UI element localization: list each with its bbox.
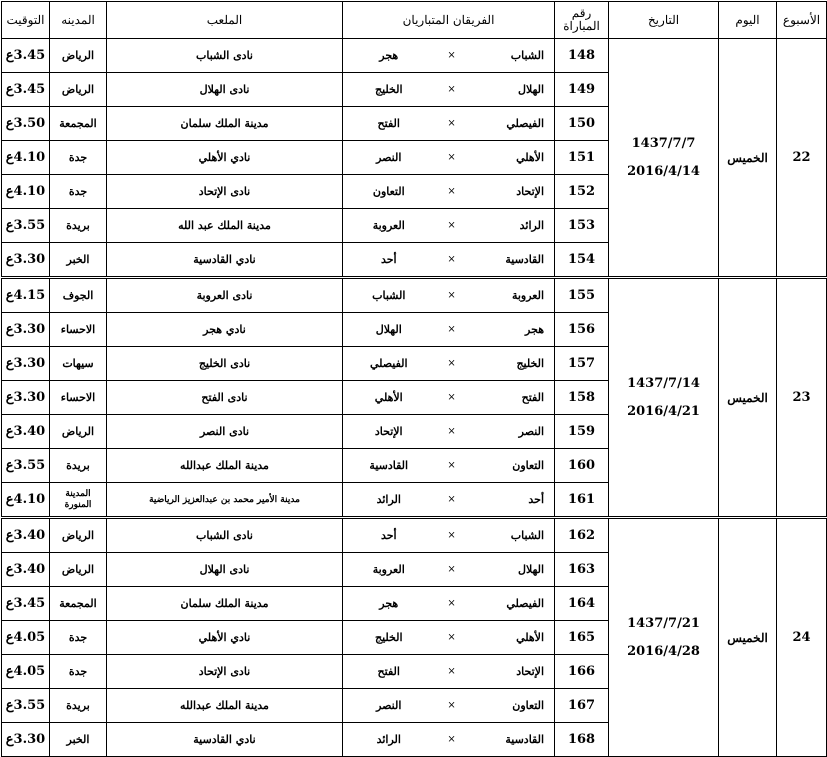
vs-symbol: × (435, 141, 469, 175)
match-number: 152 (555, 175, 609, 209)
match-number: 150 (555, 107, 609, 141)
kickoff-time: 3.45ع (2, 39, 50, 73)
date-hijri: 1437/7/14 (627, 375, 700, 391)
stadium-name: نادى النصر (107, 415, 343, 449)
city-name: بريدة (50, 209, 107, 243)
stadium-name: نادى الإتحاد (107, 655, 343, 689)
stadium-name: نادى الهلال (107, 73, 343, 107)
home-team: التعاون (469, 449, 555, 483)
city-name: الجوف (50, 278, 107, 313)
kickoff-time: 4.05ع (2, 621, 50, 655)
kickoff-time: 3.45ع (2, 73, 50, 107)
away-team: الهلال (343, 313, 435, 347)
match-number: 158 (555, 381, 609, 415)
date-gregorian: 2016/4/14 (627, 163, 700, 179)
match-number: 155 (555, 278, 609, 313)
kickoff-time: 3.55ع (2, 209, 50, 243)
match-day: الخميس (719, 39, 777, 278)
vs-symbol: × (435, 209, 469, 243)
kickoff-time: 3.30ع (2, 243, 50, 278)
match-number: 154 (555, 243, 609, 278)
header-time: التوقيت (2, 2, 50, 39)
home-team: الخليج (469, 347, 555, 381)
home-team: الشباب (469, 518, 555, 553)
fixtures-table (1, 1, 827, 757)
kickoff-time: 4.05ع (2, 655, 50, 689)
home-team: القادسية (469, 243, 555, 278)
home-team: النصر (469, 415, 555, 449)
kickoff-time: 4.15ع (2, 278, 50, 313)
header-teams: الفريقان المتباريان (343, 2, 555, 39)
match-number: 153 (555, 209, 609, 243)
vs-symbol: × (435, 449, 469, 483)
stadium-name: نادى الإتحاد (107, 175, 343, 209)
home-team: الفيصلي (469, 587, 555, 621)
away-team: الفيصلي (343, 347, 435, 381)
kickoff-time: 4.10ع (2, 175, 50, 209)
city-name: الاحساء (50, 381, 107, 415)
home-team: الأهلي (469, 141, 555, 175)
stadium-name: مدينة الملك عبدالله (107, 689, 343, 723)
away-team: القادسية (343, 449, 435, 483)
vs-symbol: × (435, 107, 469, 141)
match-number: 149 (555, 73, 609, 107)
city-name: المجمعة (50, 107, 107, 141)
city-name: المدينة المنورة (50, 483, 107, 518)
date-hijri: 1437/7/7 (631, 135, 696, 151)
vs-symbol: × (435, 483, 469, 518)
stadium-name: مدينة الأمير محمد بن عبدالعزيز الرياضية (107, 483, 343, 518)
vs-symbol: × (435, 313, 469, 347)
match-number: 167 (555, 689, 609, 723)
vs-symbol: × (435, 723, 469, 757)
date-gregorian: 2016/4/28 (627, 643, 700, 659)
kickoff-time: 4.10ع (2, 483, 50, 518)
stadium-name: مدينة الملك عبدالله (107, 449, 343, 483)
vs-symbol: × (435, 553, 469, 587)
city-name: الاحساء (50, 313, 107, 347)
vs-symbol: × (435, 39, 469, 73)
stadium-name: نادى العروبة (107, 278, 343, 313)
home-team: الإتحاد (469, 655, 555, 689)
kickoff-time: 3.40ع (2, 553, 50, 587)
stadium-name: نادي القادسية (107, 723, 343, 757)
match-number: 161 (555, 483, 609, 518)
city-name: الرياض (50, 553, 107, 587)
city-name: سيهات (50, 347, 107, 381)
match-number: 164 (555, 587, 609, 621)
match-date (609, 278, 719, 518)
kickoff-time: 3.40ع (2, 415, 50, 449)
city-name: الرياض (50, 415, 107, 449)
kickoff-time: 3.30ع (2, 313, 50, 347)
match-number: 157 (555, 347, 609, 381)
kickoff-time: 3.30ع (2, 381, 50, 415)
kickoff-time: 3.55ع (2, 689, 50, 723)
vs-symbol: × (435, 278, 469, 313)
vs-symbol: × (435, 689, 469, 723)
vs-symbol: × (435, 73, 469, 107)
home-team: التعاون (469, 689, 555, 723)
stadium-name: نادي الأهلي (107, 141, 343, 175)
home-team: الهلال (469, 73, 555, 107)
home-team: القادسية (469, 723, 555, 757)
home-team: الهلال (469, 553, 555, 587)
vs-symbol: × (435, 175, 469, 209)
header-row (2, 2, 827, 39)
match-number: 163 (555, 553, 609, 587)
match-number: 148 (555, 39, 609, 73)
header-city: المدينه (50, 2, 107, 39)
away-team: الفتح (343, 655, 435, 689)
header-week: الأسبوع (777, 2, 827, 39)
stadium-name: مدينة الملك عبد الله (107, 209, 343, 243)
stadium-name: نادى الخليج (107, 347, 343, 381)
away-team: الإتحاد (343, 415, 435, 449)
away-team: الخليج (343, 621, 435, 655)
city-name: جدة (50, 655, 107, 689)
stadium-name: نادى الفتح (107, 381, 343, 415)
city-name: بريدة (50, 689, 107, 723)
stadium-name: نادي هجر (107, 313, 343, 347)
stadium-name: نادى الشباب (107, 39, 343, 73)
vs-symbol: × (435, 655, 469, 689)
home-team: العروبة (469, 278, 555, 313)
away-team: أحد (343, 518, 435, 553)
home-team: الشباب (469, 39, 555, 73)
date-gregorian: 2016/4/21 (627, 403, 700, 419)
city-name: الخبر (50, 243, 107, 278)
away-team: الأهلي (343, 381, 435, 415)
vs-symbol: × (435, 621, 469, 655)
fixtures-body (2, 39, 827, 757)
header-stadium: الملعب (107, 2, 343, 39)
stadium-name: مدينة الملك سلمان (107, 107, 343, 141)
away-team: الشباب (343, 278, 435, 313)
match-row (2, 39, 827, 73)
city-name: جدة (50, 621, 107, 655)
match-number: 159 (555, 415, 609, 449)
home-team: الرائد (469, 209, 555, 243)
match-number: 151 (555, 141, 609, 175)
week-number: 23 (777, 278, 827, 518)
home-team: هجر (469, 313, 555, 347)
city-name: بريدة (50, 449, 107, 483)
match-day: الخميس (719, 278, 777, 518)
vs-symbol: × (435, 587, 469, 621)
kickoff-time: 4.10ع (2, 141, 50, 175)
header-date: التاريخ (609, 2, 719, 39)
vs-symbol: × (435, 381, 469, 415)
away-team: الرائد (343, 723, 435, 757)
home-team: أحد (469, 483, 555, 518)
vs-symbol: × (435, 347, 469, 381)
away-team: العروبة (343, 209, 435, 243)
vs-symbol: × (435, 415, 469, 449)
city-name: الرياض (50, 73, 107, 107)
stadium-name: نادي القادسية (107, 243, 343, 278)
city-name: الخبر (50, 723, 107, 757)
away-team: التعاون (343, 175, 435, 209)
match-date (609, 39, 719, 278)
city-name: المجمعة (50, 587, 107, 621)
city-name: الرياض (50, 518, 107, 553)
match-day: الخميس (719, 518, 777, 757)
header-day: اليوم (719, 2, 777, 39)
away-team: النصر (343, 141, 435, 175)
match-number: 156 (555, 313, 609, 347)
city-name: الرياض (50, 39, 107, 73)
city-name: جدة (50, 175, 107, 209)
match-number: 168 (555, 723, 609, 757)
kickoff-time: 3.30ع (2, 723, 50, 757)
stadium-name: نادى الهلال (107, 553, 343, 587)
week-number: 24 (777, 518, 827, 757)
match-row (2, 278, 827, 313)
home-team: الأهلي (469, 621, 555, 655)
match-number: 160 (555, 449, 609, 483)
date-hijri: 1437/7/21 (627, 615, 700, 631)
match-date (609, 518, 719, 757)
home-team: الفتح (469, 381, 555, 415)
stadium-name: نادى الشباب (107, 518, 343, 553)
vs-symbol: × (435, 518, 469, 553)
away-team: هجر (343, 587, 435, 621)
away-team: أحد (343, 243, 435, 278)
home-team: الإتحاد (469, 175, 555, 209)
away-team: الخليج (343, 73, 435, 107)
kickoff-time: 3.40ع (2, 518, 50, 553)
home-team: الفيصلي (469, 107, 555, 141)
away-team: الفتح (343, 107, 435, 141)
stadium-name: نادي الأهلي (107, 621, 343, 655)
city-name: جدة (50, 141, 107, 175)
away-team: النصر (343, 689, 435, 723)
match-number: 162 (555, 518, 609, 553)
away-team: هجر (343, 39, 435, 73)
kickoff-time: 3.50ع (2, 107, 50, 141)
week-number: 22 (777, 39, 827, 278)
header-match-number: رقم المباراة (555, 2, 609, 39)
away-team: الرائد (343, 483, 435, 518)
away-team: العروبة (343, 553, 435, 587)
vs-symbol: × (435, 243, 469, 278)
kickoff-time: 3.30ع (2, 347, 50, 381)
match-row (2, 518, 827, 553)
kickoff-time: 3.55ع (2, 449, 50, 483)
stadium-name: مدينة الملك سلمان (107, 587, 343, 621)
match-number: 165 (555, 621, 609, 655)
match-number: 166 (555, 655, 609, 689)
kickoff-time: 3.45ع (2, 587, 50, 621)
